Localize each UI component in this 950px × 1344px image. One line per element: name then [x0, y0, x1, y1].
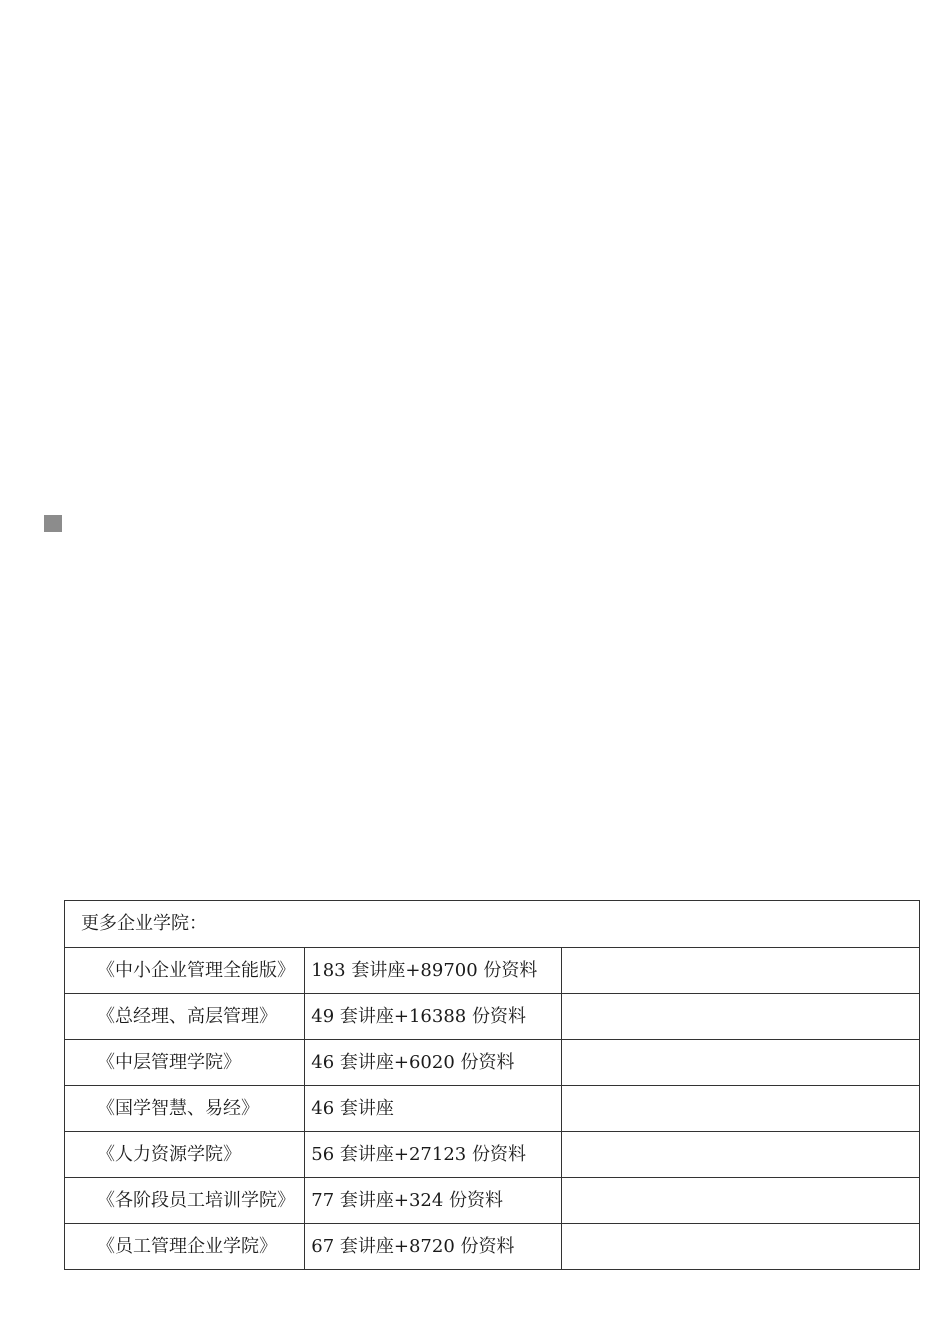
- academy-stats: 183 套讲座+89700 份资料: [311, 959, 538, 981]
- table-row: [65, 1040, 920, 1086]
- academy-stats: 46 套讲座: [311, 1097, 394, 1119]
- academy-name-cell: [65, 1040, 305, 1086]
- academy-name-cell: [65, 1224, 305, 1270]
- academy-name: 《国学智慧、易经》: [97, 1097, 259, 1119]
- academy-name: 《中层管理学院》: [97, 1051, 241, 1073]
- academy-name: 《各阶段员工培训学院》: [97, 1189, 295, 1211]
- academy-stats-cell: [305, 1040, 561, 1086]
- academy-table: [64, 900, 920, 1270]
- table-row: [65, 994, 920, 1040]
- academy-stats: 67 套讲座+8720 份资料: [311, 1235, 515, 1257]
- academy-stats: 77 套讲座+324 份资料: [311, 1189, 504, 1211]
- academy-name-cell: [65, 1086, 305, 1132]
- academy-stats-cell: [305, 1132, 561, 1178]
- academy-extra-cell: [561, 1178, 919, 1224]
- table-row: [65, 1224, 920, 1270]
- academy-name-cell: [65, 994, 305, 1040]
- table-row: [65, 948, 920, 994]
- academy-extra-cell: [561, 1040, 919, 1086]
- academy-stats-cell: [305, 1224, 561, 1270]
- table-row: [65, 1086, 920, 1132]
- academy-name-cell: [65, 948, 305, 994]
- academy-name-cell: [65, 1178, 305, 1224]
- bullet-square-marker: [44, 515, 62, 532]
- academy-stats-cell: [305, 994, 561, 1040]
- academy-name: 《中小企业管理全能版》: [97, 959, 295, 981]
- academy-stats-cell: [305, 1178, 561, 1224]
- academy-stats-cell: [305, 948, 561, 994]
- table-row: [65, 1178, 920, 1224]
- academy-name: 《人力资源学院》: [97, 1143, 241, 1165]
- academy-stats-cell: [305, 1086, 561, 1132]
- academy-name: 《总经理、高层管理》: [97, 1005, 277, 1027]
- academy-name-cell: [65, 1132, 305, 1178]
- table-header-cell: 更多企业学院：: [65, 901, 920, 948]
- academy-extra-cell: [561, 1086, 919, 1132]
- table-header-row: [65, 901, 920, 948]
- academy-stats: 56 套讲座+27123 份资料: [311, 1143, 526, 1165]
- academy-name: 《员工管理企业学院》: [97, 1235, 277, 1257]
- academy-extra-cell: [561, 1132, 919, 1178]
- table-row: [65, 1132, 920, 1178]
- academy-stats: 46 套讲座+6020 份资料: [311, 1051, 515, 1073]
- academy-stats: 49 套讲座+16388 份资料: [311, 1005, 526, 1027]
- academy-extra-cell: [561, 948, 919, 994]
- academy-extra-cell: [561, 1224, 919, 1270]
- academy-extra-cell: [561, 994, 919, 1040]
